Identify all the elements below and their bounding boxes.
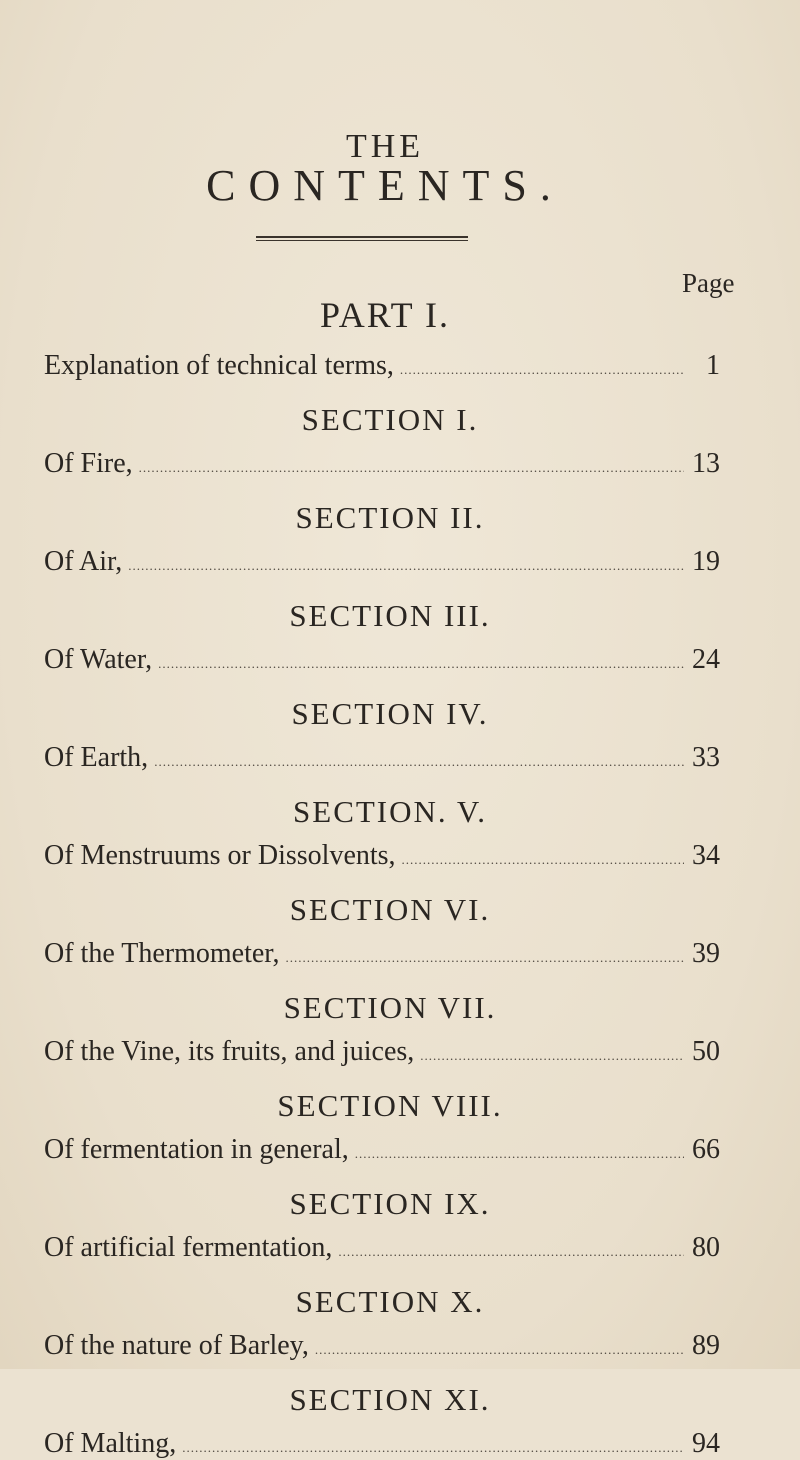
section-heading: SECTION. V. bbox=[293, 794, 487, 829]
entry-page-number: 39 bbox=[692, 938, 720, 969]
toc-entry bbox=[44, 840, 720, 872]
entry-title: Of Fire, bbox=[44, 448, 133, 479]
section-heading: SECTION III. bbox=[289, 598, 491, 633]
toc-entry bbox=[44, 1232, 720, 1264]
entry-title: Of fermentation in general, bbox=[44, 1134, 349, 1165]
dot-leader bbox=[355, 1146, 684, 1162]
dot-leader bbox=[154, 754, 684, 770]
page-column-label: Page bbox=[682, 268, 735, 298]
entry-page-number: 80 bbox=[692, 1232, 720, 1263]
toc-entry bbox=[44, 1330, 720, 1362]
toc-entry bbox=[44, 644, 720, 676]
entry-title: Of Water, bbox=[44, 644, 153, 675]
entry-title: Of artificial fermentation, bbox=[44, 1232, 333, 1263]
section-heading: SECTION VII. bbox=[283, 990, 497, 1025]
title-the: THE bbox=[345, 128, 425, 165]
section-heading: SECTION I. bbox=[301, 402, 479, 437]
dot-leader bbox=[338, 1244, 684, 1260]
toc-entry bbox=[44, 1428, 720, 1460]
toc-entry bbox=[44, 350, 720, 382]
toc-entry bbox=[44, 742, 720, 774]
entry-page-number: 33 bbox=[692, 742, 720, 773]
dot-leader bbox=[128, 558, 684, 574]
toc-entry bbox=[44, 448, 720, 480]
section-heading: SECTION IX. bbox=[289, 1186, 491, 1221]
toc-entry bbox=[44, 546, 720, 578]
entry-title: Of Air, bbox=[44, 546, 123, 577]
entry-title: Of Menstruums or Dissolvents, bbox=[44, 840, 396, 871]
dot-leader bbox=[139, 460, 684, 476]
section-heading: SECTION VIII. bbox=[277, 1088, 503, 1123]
entry-title: Of the Vine, its fruits, and juices, bbox=[44, 1036, 415, 1067]
entry-title: Of the nature of Barley, bbox=[44, 1330, 309, 1361]
entry-title: Of the Thermometer, bbox=[44, 938, 280, 969]
entry-page-number: 89 bbox=[692, 1330, 720, 1361]
entry-title: Of Earth, bbox=[44, 742, 149, 773]
part-heading: PART I. bbox=[320, 295, 450, 335]
dot-leader bbox=[402, 852, 684, 868]
section-heading: SECTION X. bbox=[295, 1284, 485, 1319]
title-rule bbox=[256, 236, 468, 241]
section-heading: SECTION II. bbox=[295, 500, 485, 535]
section-heading: SECTION IV. bbox=[291, 696, 489, 731]
title-contents: CONTENTS. bbox=[206, 161, 564, 210]
entry-page-number: 94 bbox=[692, 1428, 720, 1459]
dot-leader bbox=[182, 1440, 684, 1456]
entry-title: Explanation of technical terms, bbox=[44, 350, 394, 381]
section-heading: SECTION XI. bbox=[289, 1382, 491, 1417]
dot-leader bbox=[158, 656, 684, 672]
entry-page-number: 34 bbox=[692, 840, 720, 871]
dot-leader bbox=[400, 362, 684, 378]
section-heading: SECTION VI. bbox=[289, 892, 491, 927]
toc-entry bbox=[44, 1036, 720, 1068]
entry-page-number: 13 bbox=[692, 448, 720, 479]
dot-leader bbox=[286, 950, 685, 966]
entry-page-number: 50 bbox=[692, 1036, 720, 1067]
entry-page-number: 66 bbox=[692, 1134, 720, 1165]
entry-page-number: 1 bbox=[706, 350, 720, 381]
toc-entry bbox=[44, 1134, 720, 1166]
entry-title: Of Malting, bbox=[44, 1428, 177, 1459]
dot-leader bbox=[315, 1342, 684, 1358]
dot-leader bbox=[420, 1048, 684, 1064]
toc-entry bbox=[44, 938, 720, 970]
entry-page-number: 24 bbox=[692, 644, 720, 675]
entry-page-number: 19 bbox=[692, 546, 720, 577]
